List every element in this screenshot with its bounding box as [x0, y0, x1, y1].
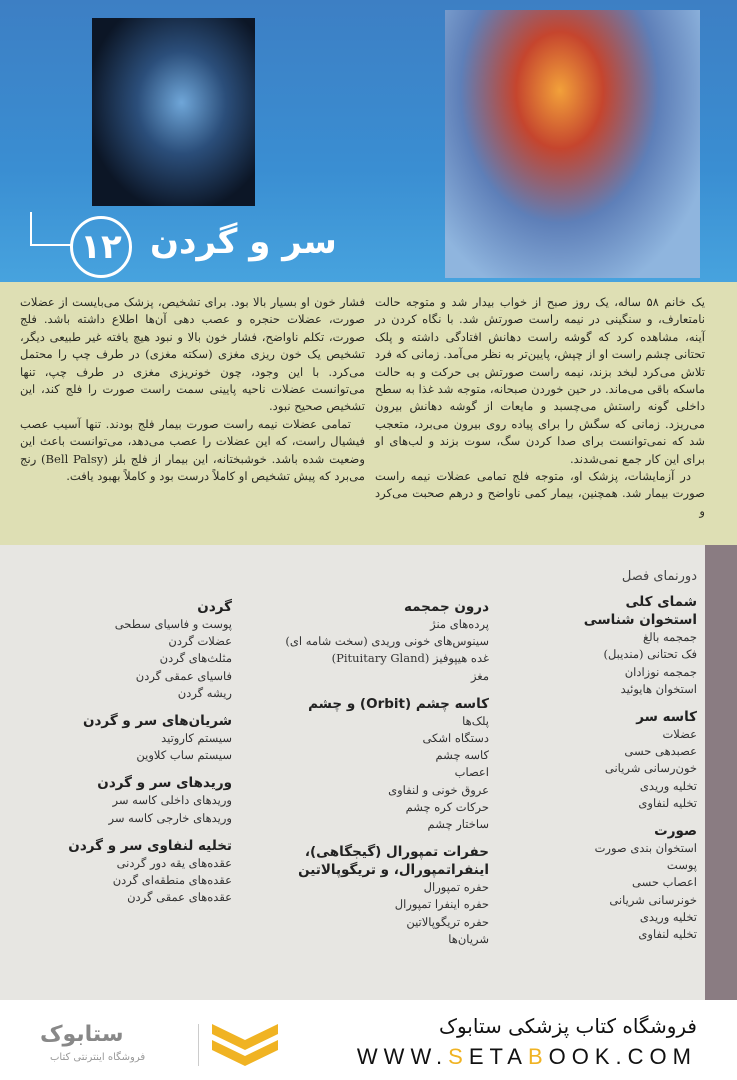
outline-item: اعصاب [454, 765, 489, 780]
outline-column-3 [62, 598, 232, 906]
outline-item: فاسیای عمقی گردن [135, 668, 232, 683]
outline-item: سیستم ساب کلاوین [136, 748, 232, 763]
outline-item: خونرسانی شریانی [609, 892, 697, 907]
outline-item: عقده‌های یقه دور گردنی [116, 855, 232, 870]
store-url[interactable] [357, 1044, 697, 1070]
head-xray-image [92, 18, 255, 206]
intro-left-column [20, 294, 365, 485]
section-heading: کاسه چشم (Orbit) و چشم [308, 695, 489, 712]
outline-item: اعصاب حسی [632, 875, 697, 890]
outline-item: جمجمه بالغ [643, 630, 697, 645]
outline-item: مثلث‌های گردن [159, 651, 232, 666]
outline-item: عصبدهی حسی [624, 744, 697, 759]
section-heading: کاسه سر [636, 709, 697, 726]
section-heading: وریدهای سر و گردن [97, 775, 232, 792]
outline-caption: دورنمای فصل [621, 569, 697, 584]
outline-item: عضلات [662, 727, 697, 742]
outline-item: حفره اینفرا تمپورال [394, 897, 489, 912]
outline-item: خون‌رسانی شریانی [604, 761, 697, 776]
outline-item: عروق خونی و لنفاوی [388, 782, 489, 797]
section-heading: استخوان شناسی [583, 612, 697, 629]
outline-item: عقده‌های منطقه‌ای گردن [112, 873, 232, 888]
logo-subtitle: فروشگاه اینترنتی کتاب [50, 1052, 146, 1063]
url-part: ETA [468, 1044, 528, 1069]
intro-right-column [375, 294, 705, 520]
case-intro [0, 282, 737, 545]
paragraph: فشار خون او بسیار بالا بود. برای تشخیص، پزشک می‌بایست از عضلات صورت، عضلات حنجره و عصب دهی آن‌ها اطلاع داشته باشد. فلج صورت، تکلم ناواضح، فشار خون بالا و نبود هیچ یافته غیر طبیعی دیگر، تشخیص یک خون ریزی مغزی (سکته مغزی) در طرف چپ را محتمل می‌کرد. با این وجود، چون خونریزی مغزی در طرف چپ، تنها می‌توانست عضلات ناحیه پایینی سمت راست صورت را فلج کند، این تشخیص صحیح نبود. [20, 295, 365, 414]
outline-item: وریدهای داخلی کاسه سر [112, 793, 232, 808]
outline-item: ریشه گردن [177, 685, 232, 700]
url-part: WWW. [356, 1044, 449, 1069]
outline-item: حرکات کره چشم [405, 799, 489, 814]
outline-item: استخوان هایوئید [620, 681, 697, 696]
outline-item: وریدهای خارجی کاسه سر [108, 810, 232, 825]
outline-column-2 [259, 598, 489, 948]
url-part: OOK.COM [548, 1044, 697, 1069]
paragraph: در آزمایشات، پزشک او، متوجه فلج تمامی عضلات نیمه راست صورت بیمار شد. همچنین، بیمار کمی ناواضح و درهم صحبت می‌کرد و [375, 469, 705, 518]
outline-item: غده هیپوفیز (Pituitary Gland) [331, 651, 489, 666]
chapter-number: ۱۲ [70, 216, 132, 278]
chevron-logo-icon [210, 1022, 280, 1066]
outline-item: تخلیه وریدی [639, 909, 697, 924]
section-heading: تخلیه لنفاوی سر و گردن [68, 837, 232, 854]
url-part: B [527, 1044, 549, 1069]
outline-item: حفره تریگوپالاتین [406, 914, 489, 929]
outline-item: ساختار چشم [427, 817, 489, 832]
chapter-title: سر و گردن [150, 222, 337, 262]
page-edge [705, 545, 737, 1000]
outline-item: عقده‌های عمقی گردن [127, 890, 232, 905]
outline-item: تخلیه لنفاوی [638, 795, 697, 810]
outline-item: شریان‌ها [448, 931, 489, 946]
outline-item: پوست و فاسیای سطحی [114, 617, 232, 631]
outline-item: تخلیه لنفاوی [638, 927, 697, 942]
divider [198, 1024, 199, 1066]
section-heading: شریان‌های سر و گردن [82, 713, 232, 730]
paragraph: یک خانم ۵۸ ساله، یک روز صبح از خواب بیدار شد و متوجه حالت نامتعارف، و سنگینی در نیمه راست صورتش شد. با نگاه کردن در آینه، مشاهده کرد که گوشه راست دهانش افتادگی داشته و پلک تحتانی چشم راست او از چپش، پایین‌تر به نظر می‌آمد. زمانی که فرد تلاش می‌کرد لبخد بزند، نیمه راست صورتش بی حرکت و به حالت ماسکه باقی می‌ماند. در حین خوردن صبحانه، متوجه شد غذا به سطح داخلی گونه راستش می‌چسبد و مایعات از گوشه دهانش بیرون می‌ریزد. زمانی که سگش را برای پیاده روی بیرون می‌برد، متعجب شد که نمی‌توانست برای صدا کردن سگ، سوت بزند و لب‌های او برای این کار جمع نمی‌شدند. [375, 295, 705, 466]
decor-line [30, 244, 72, 246]
section-heading: شمای کلی [625, 594, 697, 611]
outline-item: پرده‌های منژ [430, 617, 489, 631]
footer [0, 1000, 737, 1080]
outline-item: سیستم کاروتید [161, 731, 232, 746]
logo-text: ستابوک [40, 1022, 124, 1047]
outline-item: عضلات گردن [168, 634, 232, 649]
paragraph: تمامی عضلات نیمه راست صورت بیمار فلج بودند. تنها آسیب عصب فیشیال راست، که این عضلات را عصب می‌دهد، می‌توانست باعث این وضعیت شده باشد. خوشبختانه، این بیمار از فلج بلز (Bell Palsy) رنج می‌برد که پیش تشخیص او کاملاً درست بود و کاملاً بهبود یافت. [20, 416, 365, 484]
outline-column-1 [497, 568, 697, 943]
section-heading: حفرات تمپورال (گیجگاهی)، اینفراتمپورال، و تریگوپالاتین [298, 844, 489, 879]
neck-spine-image [445, 10, 700, 278]
outline-item: پلک‌ها [462, 713, 489, 728]
outline-item: مغز [470, 668, 489, 683]
url-part: S [448, 1044, 469, 1069]
outline-item: کاسه چشم [435, 748, 489, 763]
store-name: فروشگاه کتاب پزشکی ستابوک [439, 1014, 697, 1038]
outline-item: فک تحتانی (مندیبل) [603, 647, 697, 662]
outline-item: استخوان بندی صورت [594, 841, 697, 856]
chapter-header [0, 0, 737, 282]
outline-item: حفره تمپورال [423, 880, 489, 895]
outline-item: سینوس‌های خونی وریدی (سخت شامه ای) [285, 634, 489, 649]
outline-item: پوست [666, 858, 697, 873]
outline-item: دستگاه اشکی [422, 731, 489, 746]
outline-item: جمجمه نوزادان [624, 664, 697, 679]
section-heading: درون جمجمه [403, 599, 489, 615]
section-heading: صورت [654, 823, 697, 840]
decor-line [30, 212, 32, 245]
outline-item: تخلیه وریدی [639, 778, 697, 793]
section-heading: گردن [197, 599, 232, 615]
